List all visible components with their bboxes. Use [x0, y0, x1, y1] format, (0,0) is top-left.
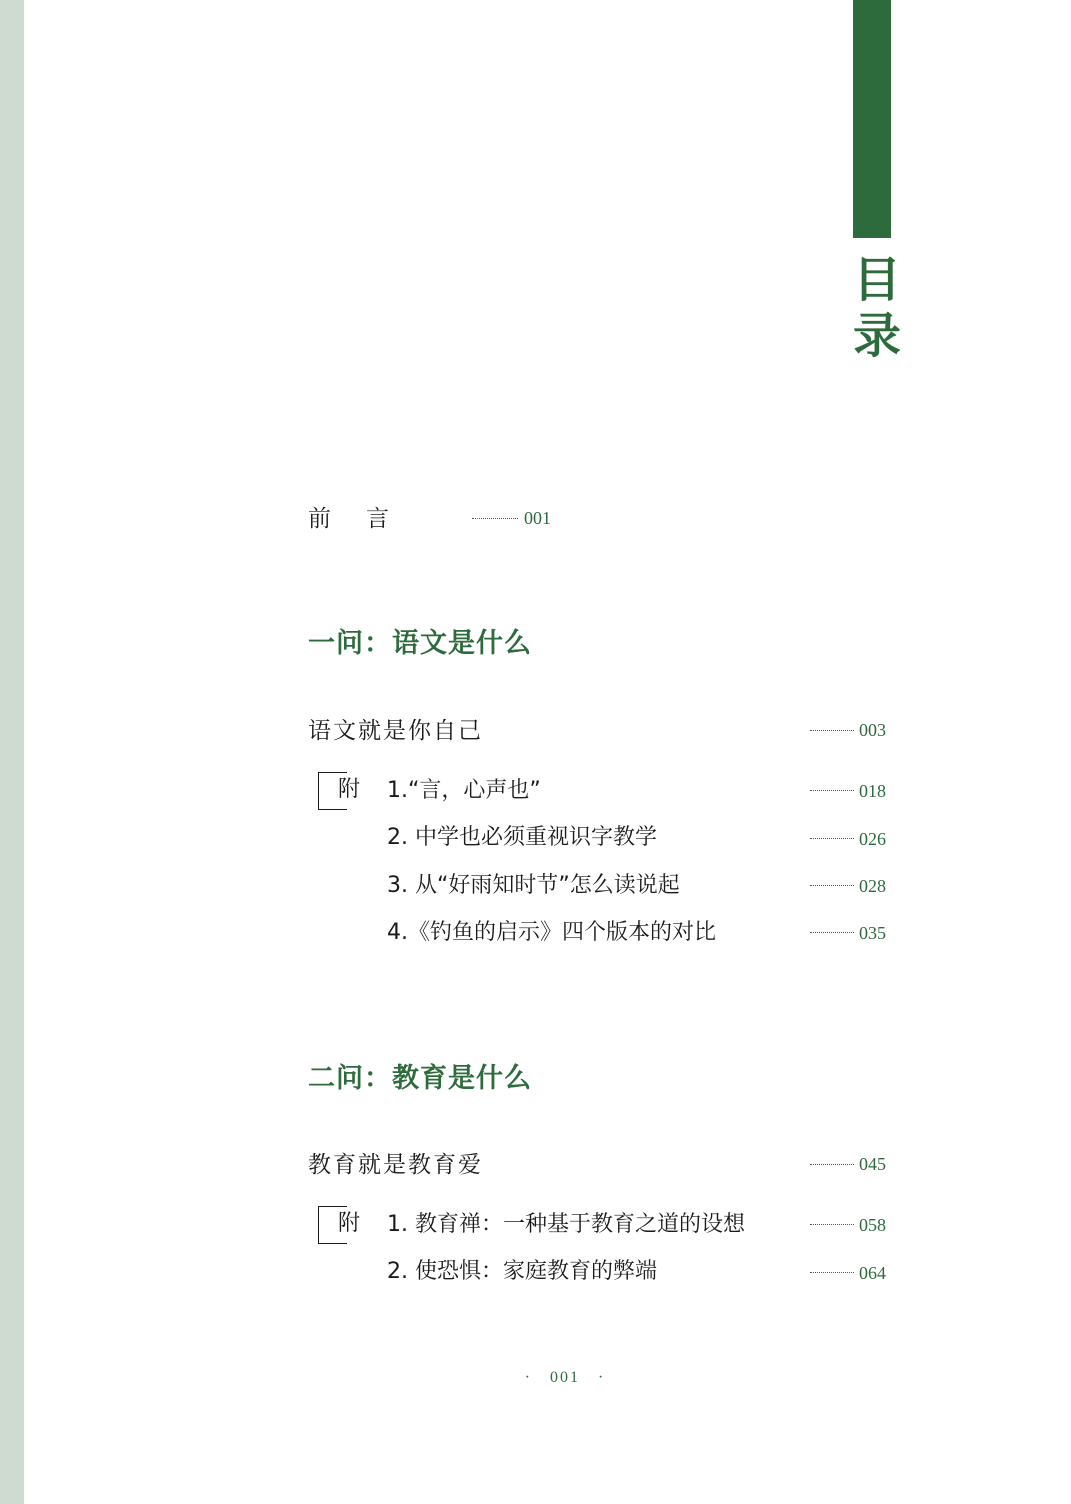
page-number: 035	[859, 923, 886, 943]
toc-title-char: 目	[852, 252, 901, 308]
leader-dots	[810, 838, 854, 839]
toc-subentry[interactable]: 3. 从“好雨知时节”怎么读说起	[387, 873, 680, 898]
page-footer: · 001 ·	[524, 1369, 606, 1386]
page-number: 026	[859, 829, 886, 849]
leader-dots	[472, 518, 518, 519]
leader-dots	[810, 730, 854, 731]
appendix-label: 附	[338, 1211, 361, 1236]
leader-dots	[810, 1224, 854, 1225]
page-number: 001	[524, 508, 551, 528]
toc-subentry[interactable]: 2. 中学也必须重视识字教学	[387, 825, 657, 850]
section-heading: 一问：语文是什么	[308, 628, 532, 659]
toc-title	[852, 252, 902, 364]
section-heading: 二问：教育是什么	[308, 1063, 532, 1094]
side-strip	[0, 0, 24, 1504]
leader-dots	[810, 790, 854, 791]
toc-subentry[interactable]: 1. 教育禅：一种基于教育之道的设想	[387, 1212, 745, 1237]
leader-dots	[810, 1272, 854, 1273]
leader-dots	[810, 885, 854, 886]
page-number: 058	[859, 1215, 886, 1235]
page-number: 045	[859, 1154, 886, 1174]
toc-entry[interactable]: 语文就是你自己	[308, 718, 483, 744]
page-number: 018	[859, 781, 886, 801]
toc-subentry[interactable]: 2. 使恐惧：家庭教育的弊端	[387, 1259, 657, 1284]
toc-entry-preface[interactable]: 前 言	[308, 506, 395, 532]
toc-title-char: 录	[852, 308, 901, 364]
appendix-label: 附	[338, 777, 361, 802]
toc-subentry[interactable]: 1.“言，心声也”	[387, 778, 541, 803]
toc-subentry[interactable]: 4.《钓鱼的启示》四个版本的对比	[387, 920, 716, 945]
leader-dots	[810, 1164, 854, 1165]
page-number: 028	[859, 876, 886, 896]
page-number: 003	[859, 720, 886, 740]
page-number: 064	[859, 1263, 886, 1283]
toc-entry[interactable]: 教育就是教育爱	[308, 1152, 483, 1178]
title-bar-decoration	[853, 0, 891, 238]
leader-dots	[810, 932, 854, 933]
